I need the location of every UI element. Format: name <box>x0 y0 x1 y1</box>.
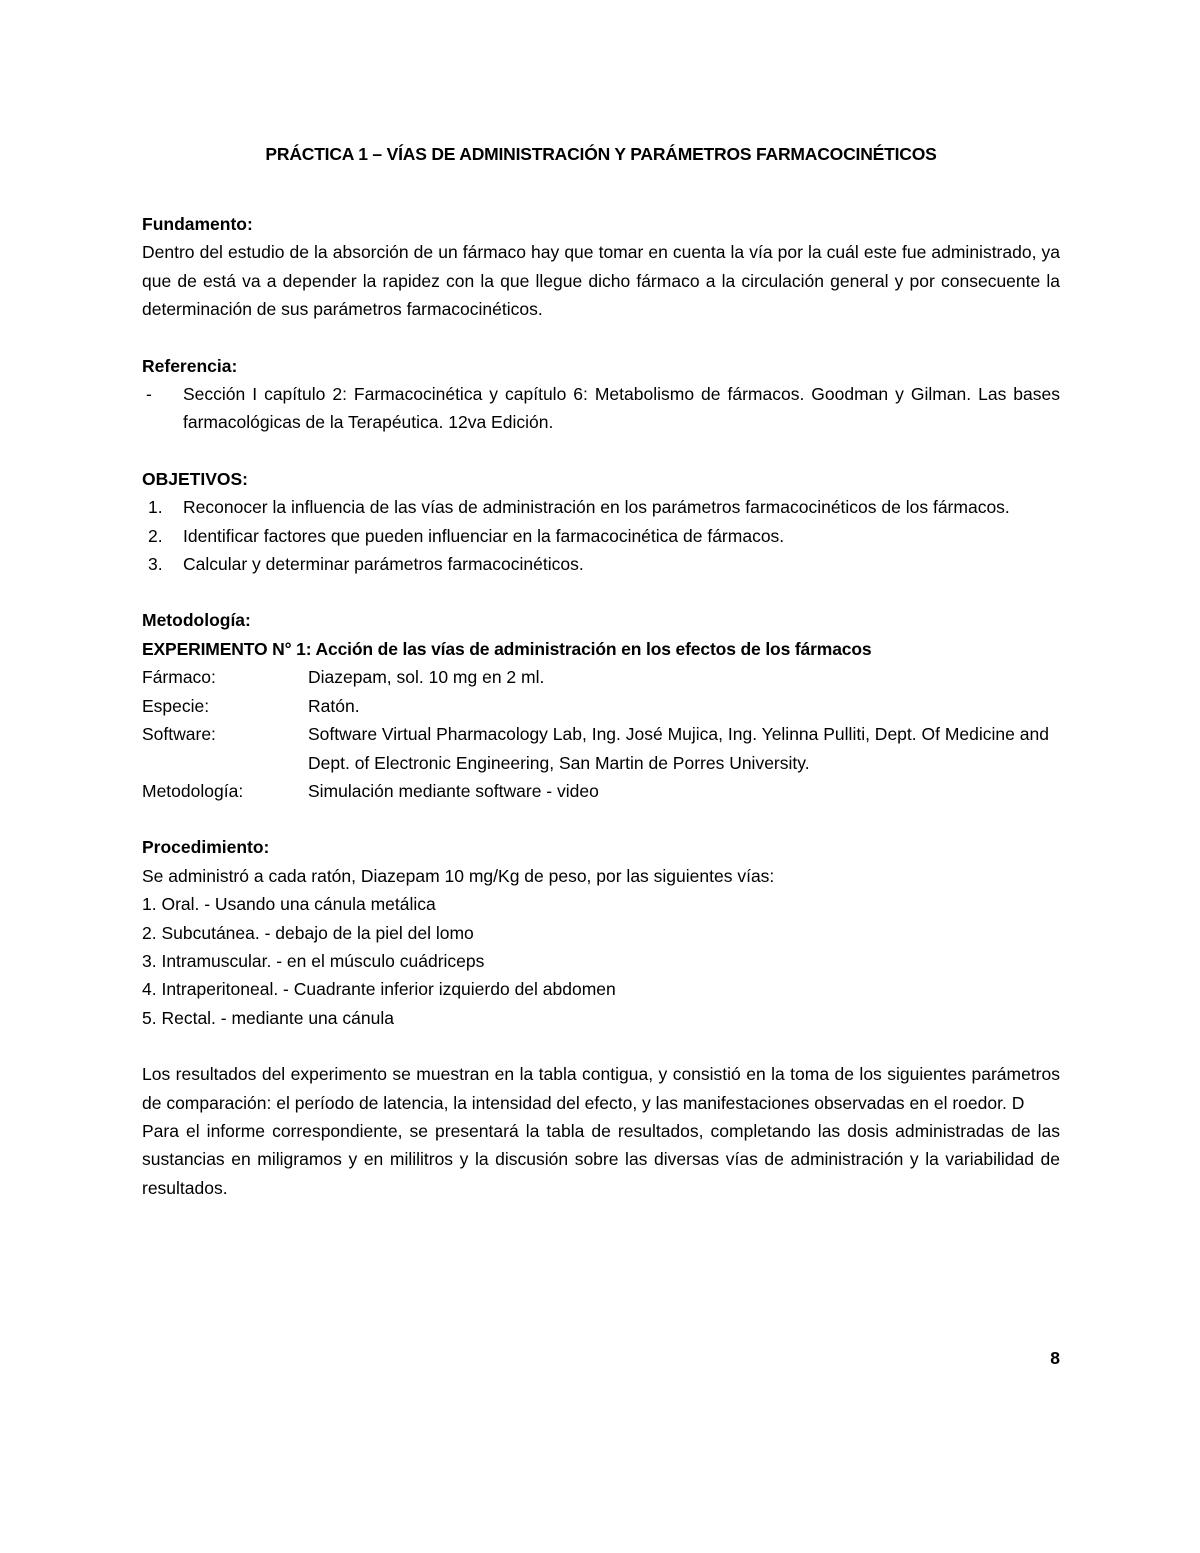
page-title: PRÁCTICA 1 – VÍAS DE ADMINISTRACIÓN Y PARÁMETROS FARMACOCINÉTICOS <box>265 144 937 164</box>
detail-value: Diazepam, sol. 10 mg en 2 ml. <box>308 667 545 688</box>
procedure-step: 4. Intraperitoneal. - Cuadrante inferior izquierdo del abdomen <box>142 979 616 1000</box>
experiment-detail-row <box>142 663 1060 691</box>
experiment-detail-row <box>142 692 1060 720</box>
procedure-step: 1. Oral. - Usando una cánula metálica <box>142 894 436 915</box>
procedure-step: 3. Intramuscular. - en el músculo cuádriceps <box>142 950 485 971</box>
objective-item <box>142 493 1060 521</box>
detail-label: Fármaco: <box>142 667 216 688</box>
detail-value: Software Virtual Pharmacology Lab, Ing. José Mujica, Ing. Yelinna Pulliti, Dept. Of Medicine and Dept. of Electronic Engineering, San Martin de Porres University. <box>308 724 1049 773</box>
detail-value: Simulación mediante software - video <box>308 780 599 801</box>
experiment-title: EXPERIMENTO N° 1: Acción de las vías de administración en los efectos de los fármacos <box>142 638 872 659</box>
fundamento-text: Dentro del estudio de la absorción de un fármaco hay que tomar en cuenta la vía por la cuál este fue administrado, ya que de está va a depender la rapidez con la que llegue dicho fármaco a la circulación general y por consecuente la determinación de sus parámetros farmacocinéticos. <box>142 242 1060 320</box>
procedimiento-intro: Se administró a cada ratón, Diazepam 10 mg/Kg de peso, por las siguientes vías: <box>142 865 775 886</box>
objective-text: Reconocer la influencia de las vías de administración en los parámetros farmacocinéticos de los fármacos. <box>183 497 1010 518</box>
resultados-section <box>142 1060 1060 1202</box>
objective-text: Calcular y determinar parámetros farmacocinéticos. <box>183 554 584 575</box>
fundamento-section <box>142 210 1060 324</box>
reference-item <box>142 380 1060 437</box>
fundamento-heading: Fundamento: <box>142 214 253 234</box>
objective-text: Identificar factores que pueden influenciar en la farmacocinética de fármacos. <box>183 525 785 546</box>
resultados-paragraph-1: Los resultados del experimento se muestran en la tabla contigua, y consistió en la toma de los siguientes parámetros de comparación: el período de latencia, la intensidad del efecto, y las manifestaciones observadas en el roedor. D <box>142 1064 1060 1113</box>
procedimiento-section <box>142 833 1060 1032</box>
objective-number: 2. <box>148 525 163 546</box>
objetivos-heading: OBJETIVOS: <box>142 468 248 489</box>
objective-number: 3. <box>148 554 163 575</box>
reference-bullet: - <box>146 384 152 405</box>
objetivos-section <box>142 465 1060 579</box>
experiment-detail-row <box>142 720 1060 777</box>
procedimiento-heading: Procedimiento: <box>142 837 270 858</box>
procedure-step: 5. Rectal. - mediante una cánula <box>142 1007 394 1028</box>
document-page <box>142 138 1060 1202</box>
objective-number: 1. <box>148 497 163 518</box>
objective-item <box>142 550 1060 578</box>
resultados-paragraph-2: Para el informe correspondiente, se presentará la tabla de resultados, completando las dosis administradas de las sustancias en miligramos y en mililitros y la discusión sobre las diversas vías de administración y la variabilidad de resultados. <box>142 1120 1060 1198</box>
detail-label: Especie: <box>142 695 210 716</box>
reference-text: Sección I capítulo 2: Farmacocinética y capítulo 6: Metabolismo de fármacos. Goodman y Gilman. Las bases farmacológicas de la Terapéutica. 12va Edición. <box>183 384 1060 433</box>
detail-label: Software: <box>142 724 216 745</box>
objective-item <box>142 522 1060 550</box>
referencia-section <box>142 352 1060 437</box>
metodologia-heading: Metodología: <box>142 610 251 631</box>
metodologia-section <box>142 606 1060 805</box>
experiment-detail-row <box>142 777 1060 805</box>
detail-label: Metodología: <box>142 780 244 801</box>
procedure-step: 2. Subcutánea. - debajo de la piel del lomo <box>142 922 474 943</box>
detail-value: Ratón. <box>308 695 360 716</box>
page-number: 8 <box>1050 1348 1060 1368</box>
referencia-heading: Referencia: <box>142 355 238 376</box>
